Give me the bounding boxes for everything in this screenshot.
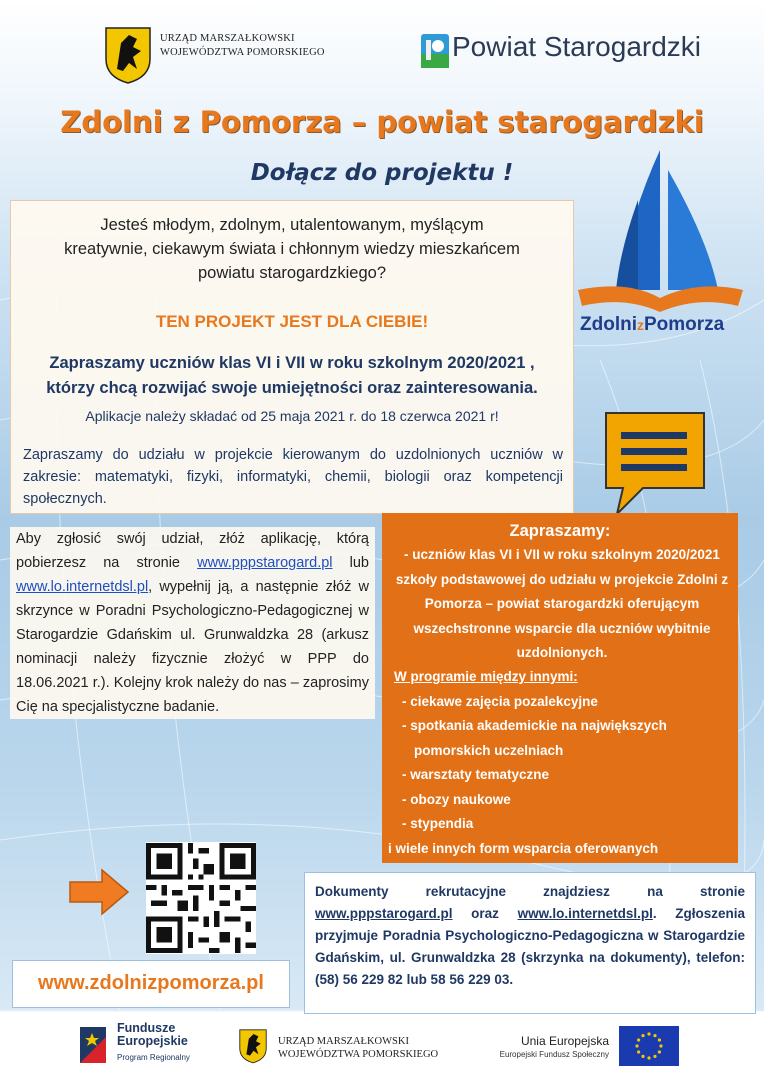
application-deadline: Aplikacje należy składać od 25 maja 2021 r. do 18 czerwca 2021 r! — [85, 408, 499, 424]
cta-heading: TEN PROJEKT JEST DLA CIEBIE! — [155, 312, 429, 331]
docs-pppstarogard-link[interactable]: www.pppstarogard.pl — [315, 906, 453, 921]
um-footer-line1: URZĄD MARSZAŁKOWSKI — [278, 1036, 409, 1047]
invitation-orange-panel — [382, 513, 738, 863]
logo-part1: Zdolni — [580, 314, 637, 335]
powiat-logo — [421, 34, 449, 68]
docs-lo-internetdsl-link[interactable]: www.lo.internetdsl.pl — [517, 906, 653, 921]
um-name-line2: WOJEWÓDZTWA POMORSKIEGO — [160, 47, 325, 58]
um-name-line1: URZĄD MARSZAŁKOWSKI — [160, 33, 295, 44]
qr-code[interactable] — [146, 842, 256, 954]
program-item: - stypendia — [402, 816, 474, 831]
documents-panel — [304, 872, 756, 1014]
um-footer-line2: WOJEWÓDZTWA POMORSKIEGO — [278, 1049, 439, 1060]
intro-line3: powiatu starogardzkiego? — [197, 264, 387, 282]
documents-info — [315, 881, 745, 991]
lo-internetdsl-link[interactable]: www.lo.internetdsl.pl — [16, 579, 149, 595]
pomorskie-griffin-logo-footer — [238, 1028, 268, 1064]
program-closing: i wiele innych form wsparcia oferowanych — [388, 840, 659, 856]
apply-text-2: lub — [332, 555, 369, 571]
intro-panel — [10, 200, 574, 514]
intro-line1: Jesteś młodym, zdolnym, utalentowanym, myślącym — [100, 216, 484, 234]
speech-bubble-icon — [603, 410, 707, 520]
pppstarogard-link[interactable]: www.pppstarogard.pl — [197, 555, 333, 571]
invitation-line1: Zapraszamy uczniów klas VI i VII w roku szkolnym 2020/2021 , — [49, 354, 535, 372]
website-link[interactable]: www.zdolnizpomorza.pl — [38, 972, 264, 994]
zdolni-logo-label — [580, 314, 724, 336]
page-subtitle: Dołącz do projektu ! — [250, 160, 514, 186]
program-heading: W programie między innymi: — [394, 669, 578, 684]
fundusze-europejskie-logo — [80, 1023, 110, 1067]
page-title: Zdolni z Pomorza – powiat starogardzki — [60, 105, 704, 139]
powiat-name: Powiat Starogardzki — [452, 31, 702, 62]
zdolni-z-pomorza-sail-logo — [568, 140, 748, 340]
orange-panel-body: - uczniów klas VI i VII w roku szkolnym 2020/2021 szkoły podstawowej do udziału w projekcie Zdolni z Pomorza – powiat starogardzki oferującym wszechstronne wsparcie dla uczniów wybitnie uzdolnionych. — [395, 547, 729, 660]
project-description: Zapraszamy do udziału w projekcie kierowanym do uzdolnionych uczniów w zakresie: matematyki, fizyki, informatyki, chemii, biologii oraz kompetencji społecznych. — [23, 447, 563, 507]
docs-text-2: oraz — [452, 906, 518, 921]
fe-line2: Europejskie — [117, 1034, 188, 1048]
docs-text-3: . Zgłoszenia przyjmuje Poradnia Psychologiczno-Pedagogiczna w Starogardzie Gdańskim, ul. Grunwaldzka 28 (skrzynka na dokumenty), telefon: (58) 56 229 82 lub 58 56 229 03. — [315, 906, 746, 987]
application-instructions — [10, 527, 375, 719]
program-item: - obozy naukowe — [402, 791, 511, 807]
logo-part2: z — [636, 317, 644, 333]
fe-program: Program Regionalny — [117, 1053, 190, 1062]
apply-text-3: , wypełnij ją, a następnie złóż w skrzynce w Poradni Psychologiczno-Pedagogicznej w Starogardzie Gdańskim ul. Grunwaldzka 28 (arkusz nominacji należy fizycznie złożyć w PPP do 18.06.2021 r.). Kolejny krok należy do nas – zaprosimy Cię na specjalistyczne badanie. — [16, 579, 369, 715]
ue-fund: Europejski Fundusz Społeczny — [499, 1050, 609, 1059]
fe-line1: Fundusze — [117, 1021, 176, 1035]
pomorskie-griffin-logo — [103, 25, 153, 85]
program-item: - spotkania akademickie na największych — [402, 718, 667, 733]
intro-question — [31, 213, 553, 285]
program-list — [388, 665, 734, 861]
program-item: - warsztaty tematyczne — [402, 767, 550, 782]
eu-flag-icon — [619, 1026, 679, 1066]
apply-text-1: Aby zgłosić swój udział, złóż aplikację, którą pobierzesz na stronie — [16, 531, 369, 571]
docs-text-1: Dokumenty rekrutacyjne znajdziesz na stronie — [315, 884, 745, 899]
program-item: - ciekawe zajęcia pozalekcyjne — [402, 693, 598, 709]
orange-panel-title: Zapraszamy: — [509, 522, 611, 540]
invitation — [25, 351, 559, 401]
website-panel — [12, 960, 290, 1008]
um-name-footer — [278, 1035, 438, 1061]
program-item: pomorskich uczelniach — [414, 742, 564, 758]
intro-line2: kreatywnie, ciekawym świata i chłonnym wiedzy mieszkańcem — [64, 240, 520, 258]
fe-name — [117, 1022, 188, 1048]
um-name — [160, 32, 325, 60]
arrow-right-icon — [68, 868, 130, 916]
invitation-line2: którzy chcą rozwijać swoje umiejętności oraz zainteresowania. — [46, 379, 538, 397]
logo-part3: Pomorza — [643, 314, 725, 335]
ue-name: Unia Europejska — [520, 1034, 609, 1048]
